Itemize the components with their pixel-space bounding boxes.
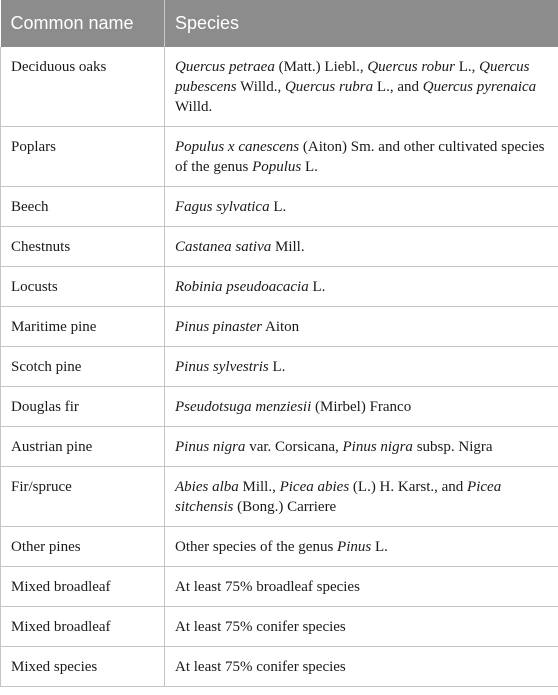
species-scientific-name: Picea sitchensis: [175, 479, 502, 515]
species-cell: [165, 187, 558, 227]
species-text: (Matt.) Liebl.,: [274, 59, 368, 75]
table-row: [1, 227, 558, 267]
species-text: (Bong.) Carriere: [233, 499, 337, 515]
species-text: L.: [371, 539, 388, 555]
species-scientific-name: Fagus sylvatica: [175, 199, 270, 215]
common-name-cell: Locusts: [1, 267, 165, 307]
species-scientific-name: Pinus pinaster: [175, 319, 263, 335]
table-row: [1, 467, 558, 527]
table-header: [1, 0, 558, 47]
species-scientific-name: Castanea sativa: [175, 239, 272, 255]
table-row: [1, 527, 558, 567]
common-name-cell: Mixed species: [1, 647, 165, 687]
species-text: Mill.: [271, 239, 305, 255]
species-cell: [165, 307, 558, 347]
species-text: (L.) H. Karst., and: [349, 479, 468, 495]
species-cell: [165, 427, 558, 467]
common-name-cell: Fir/spruce: [1, 467, 165, 527]
species-scientific-name: Picea abies: [279, 479, 350, 495]
species-cell: [165, 267, 558, 307]
species-cell: [165, 47, 558, 127]
species-scientific-name: Quercus petraea: [175, 59, 275, 75]
species-text: Aiton: [262, 319, 300, 335]
species-text: At least 75% conifer species: [175, 619, 346, 635]
header-species: Species: [165, 0, 558, 47]
table-row: [1, 427, 558, 467]
species-cell: [165, 127, 558, 187]
species-text: L.: [308, 279, 326, 295]
species-cell: [165, 227, 558, 267]
table-row: [1, 127, 558, 187]
species-scientific-name: Populus: [252, 159, 302, 175]
species-cell: [165, 527, 558, 567]
table-row: [1, 647, 558, 687]
table-row: [1, 387, 558, 427]
species-scientific-name: Pinus sylvestris: [175, 359, 269, 375]
species-text: L.: [301, 159, 318, 175]
table-row: [1, 187, 558, 227]
species-scientific-name: Quercus pyrenaica: [422, 79, 537, 95]
common-name-cell: Austrian pine: [1, 427, 165, 467]
species-text: L.: [269, 199, 287, 215]
table-row: [1, 607, 558, 647]
species-scientific-name: Quercus rubra: [284, 79, 374, 95]
species-cell: [165, 607, 558, 647]
common-name-cell: Douglas fir: [1, 387, 165, 427]
table-row: [1, 47, 558, 127]
species-text: At least 75% conifer species: [175, 659, 346, 675]
species-scientific-name: Populus x canescens: [175, 139, 300, 155]
species-scientific-name: Quercus robur: [367, 59, 455, 75]
species-text: At least 75% broadleaf species: [175, 579, 360, 595]
species-cell: [165, 647, 558, 687]
species-text: Mill.,: [238, 479, 280, 495]
species-text: (Aiton) Sm. and other cultivated species of the genus: [175, 139, 545, 175]
species-cell: [165, 387, 558, 427]
common-name-cell: Chestnuts: [1, 227, 165, 267]
common-name-cell: Mixed broadleaf: [1, 567, 165, 607]
species-cell: [165, 467, 558, 527]
species-scientific-name: Quercus pubescens: [175, 59, 530, 95]
species-scientific-name: Pinus: [337, 539, 372, 555]
common-name-cell: Poplars: [1, 127, 165, 187]
species-text: L.,: [454, 59, 480, 75]
table-row: [1, 347, 558, 387]
species-cell: [165, 347, 558, 387]
species-scientific-name: Abies alba: [175, 479, 239, 495]
common-name-cell: Other pines: [1, 527, 165, 567]
species-text: var. Corsicana,: [245, 439, 343, 455]
species-text: Willd.: [175, 99, 213, 115]
common-name-cell: Beech: [1, 187, 165, 227]
header-common-name: Common name: [1, 0, 165, 47]
header-row: [1, 0, 558, 47]
species-text: L., and: [373, 79, 423, 95]
common-name-cell: Mixed broadleaf: [1, 607, 165, 647]
species-text: (Mirbel) Franco: [311, 399, 412, 415]
species-cell: [165, 567, 558, 607]
species-scientific-name: Pinus nigra: [175, 439, 246, 455]
species-scientific-name: Pinus nigra: [342, 439, 413, 455]
table-row: [1, 267, 558, 307]
species-text: Willd.,: [236, 79, 285, 95]
species-text: L.: [268, 359, 286, 375]
species-scientific-name: Robinia pseudoacacia: [175, 279, 309, 295]
common-name-cell: Maritime pine: [1, 307, 165, 347]
species-text: subsp. Nigra: [412, 439, 493, 455]
common-name-cell: Deciduous oaks: [1, 47, 165, 127]
species-text: Other species of the genus: [175, 539, 338, 555]
common-name-cell: Scotch pine: [1, 347, 165, 387]
table-row: [1, 567, 558, 607]
species-scientific-name: Pseudotsuga menziesii: [175, 399, 312, 415]
table-row: [1, 307, 558, 347]
table-body: [1, 47, 558, 687]
